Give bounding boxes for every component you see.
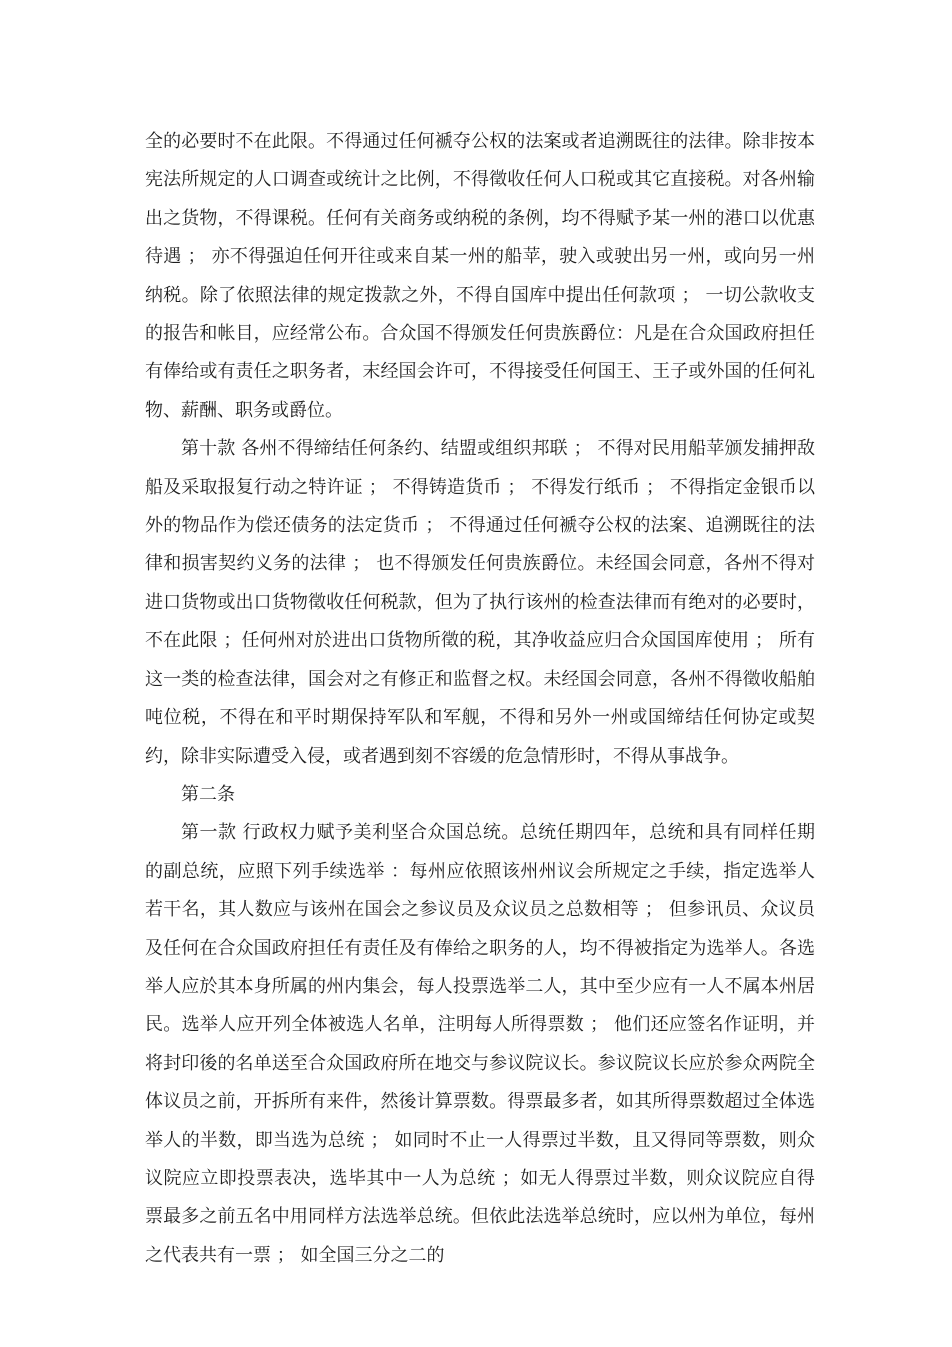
paragraph-article-1-section-10: 第十款 各州不得缔结任何条约、结盟或组织邦联 ； 不得对民用船苹颁发捕押敌船及采取报复行动之特许证 ； 不得铸造货币 ； 不得发行纸币 ； 不得指定金银币以外的物品作为偿还债务的法定货币 ； 不得通过任何褫夺公权的法案、追溯既往的法律和损害契约义务的法律 ； 也不得颁发任何贵族爵位。未经国会同意，各州不得对进口货物或出口货物徵收任何税款，但为了执行该州的检查法律而有绝对的必要时，不在此限 ；任何州对於进出口货物所徵的税，其净收益应归合众国国库使用 ； 所有这一类的检查法律，国会对之有修正和监督之权。未经国会同意，各州不得徵收船舶吨位税，不得在和平时期保持军队和军舰，不得和另外一州或国缔结任何协定或契约，除非实际遭受入侵，或者遇到刻不容缓的危急情形时，不得从事战争。 [145, 438, 815, 767]
paragraph-1: 全的必要时不在此限。不得通过任何褫夺公权的法案或者追溯既往的法律。除非按本宪法所规定的人口调查或统计之比例，不得徵收任何人口税或其它直接税。对各州输出之货物，不得课税。任何有关商务或纳税的条例，均不得赋予某一州的港口以优惠待遇 ； 亦不得强迫任何开往或来自某一州的船苹，驶入或驶出另一州，或向另一州纳税。除了依照法律的规定拨款之外，不得自国库中提出任何款项 ； 一切公款收支的报告和帐目，应经常公布。合众国不得颁发任何贵族爵位：凡是在合众国政府担任有俸给或有责任之职务者，末经国会许可，不得接受任何国王、王子或外国的任何礼物、薪酬、职务或爵位。 [145, 131, 815, 421]
article-2-heading: 第二条 [181, 783, 235, 805]
document-body [145, 123, 815, 1275]
paragraph-article-2-section-1: 第一款 行政权力赋予美利坚合众国总统。总统任期四年，总统和具有同样任期的副总统，应照下列手续选举 ：每州应依照该州州议会所规定之手续，指定选举人若干名，其人数应与该州在国会之参议员及众议员之总数相等 ； 但参讯员、众议员及任何在合众国政府担任有责任及有俸给之职务的人，均不得被指定为选举人。各选举人应於其本身所属的州内集会，每人投票选举二人，其中至少应有一人不属本州居民。选举人应开列全体被选人名单，注明每人所得票数 ； 他们还应签名作证明，并将封印後的名单送至合众国政府所在地交与参议院议长。参议院议长应於参众两院全体议员之前，开拆所有来件，然後计算票数。得票最多者，如其所得票数超过全体选举人的半数，即当选为总统 ； 如同时不止一人得票过半数，且又得同等票数，则众议院应立即投票表决，选毕其中一人为总统 ；如无人得票过半数，则众议院应自得票最多之前五名中用同样方法选举总统。但依此法选举总统时，应以州为单位，每州之代表共有一票 ； 如全国三分之二的 [145, 822, 815, 1266]
